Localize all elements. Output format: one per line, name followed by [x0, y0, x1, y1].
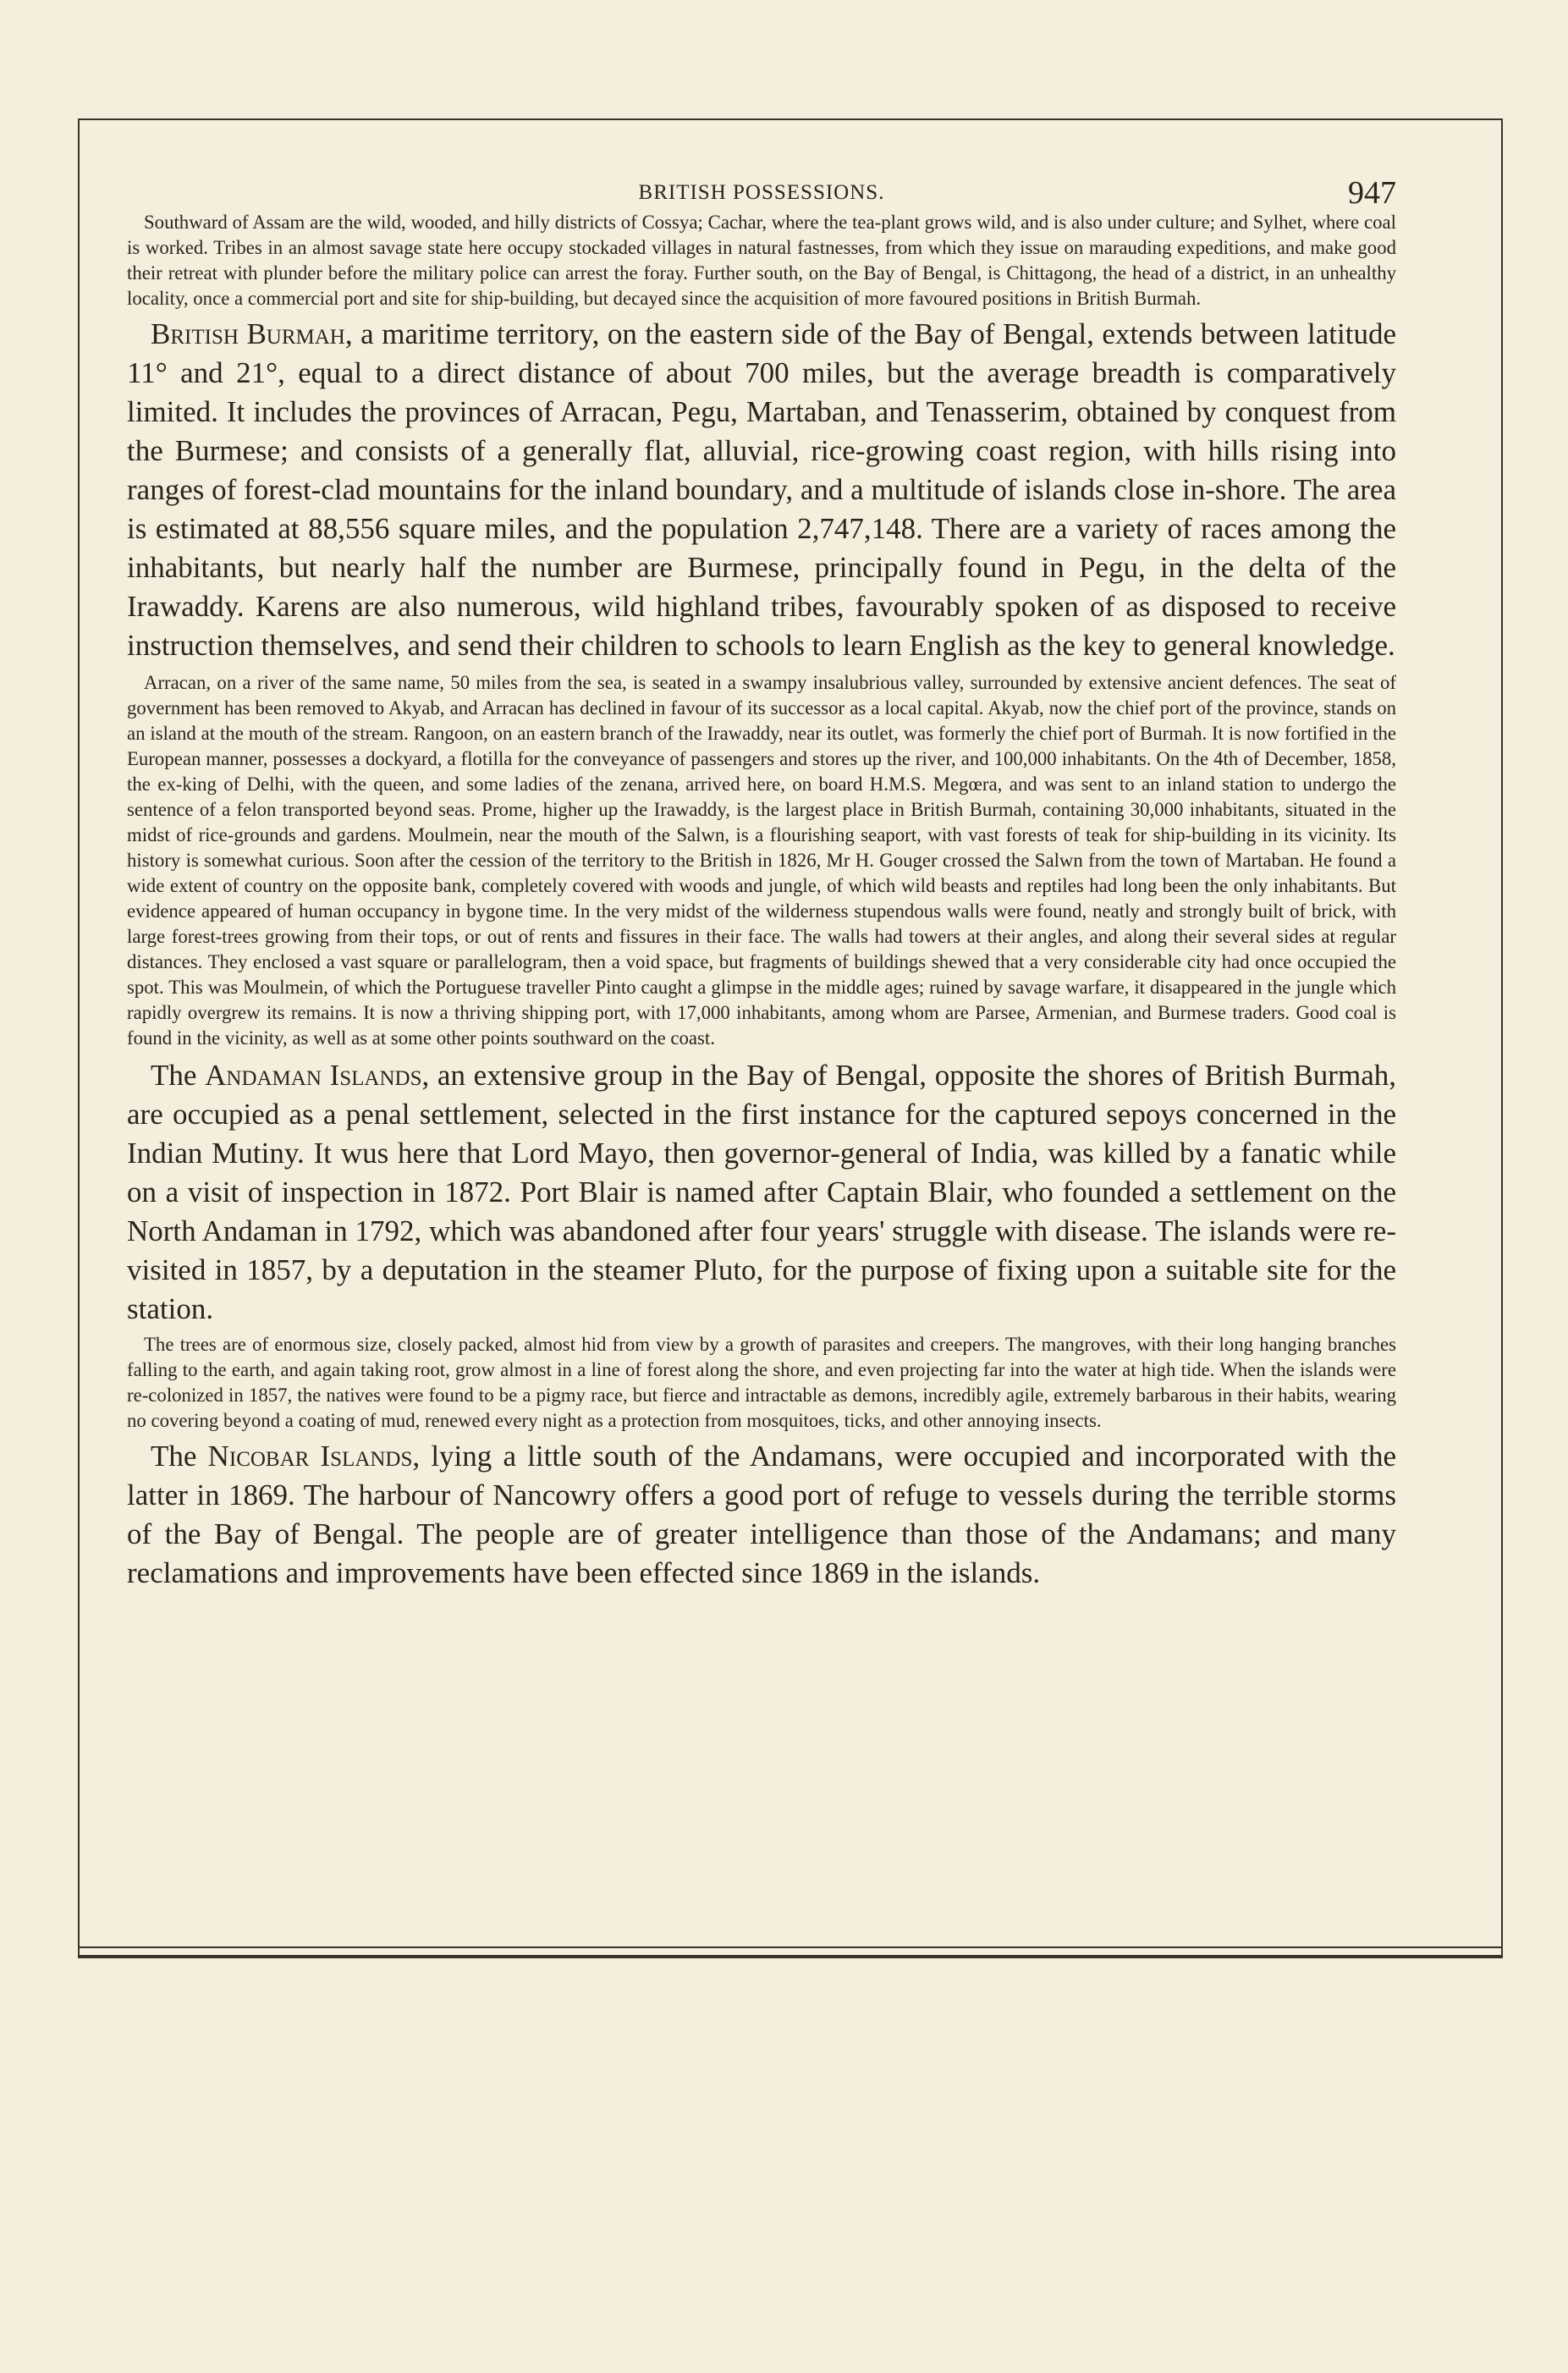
andaman-text: , an extensive group in the Bay of Bengal, opposite the shores of British Burmah, are occupied as a penal settlement, selected in the first instance for the captured sepoys concerned in the Indian Mutiny. It wus here that Lord Mayo, then governor-general of India, was killed by a fanatic while on a visit of inspection in 1872. Port Blair is named after Captain Blair, who founded a settlement on the North Andaman in 1792, which was abandoned after four years' struggle with disease. The islands were re-visited in 1857, by a deputation in the steamer Pluto, for the purpose of fixing upon a suitable site for the station. [127, 1059, 1396, 1325]
andaman-pre: The [151, 1059, 206, 1092]
bottom-rule-thin [78, 1946, 1503, 1948]
paragraph-nicobar [127, 1437, 1396, 1593]
paragraph-andaman [127, 1056, 1396, 1329]
paragraph-british-burmah [127, 315, 1396, 665]
paragraph-arracan: Arracan, on a river of the same name, 50 miles from the sea, is seated in a swampy insalubrious valley, surrounded by extensive ancient defences. The seat of government has been removed to Akyab, and Arracan has declined in favour of its successor as a local capital. Akyab, now the chief port of the province, stands on an island at the mouth of the stream. Rangoon, on an eastern branch of the Irawaddy, near its outlet, was formerly the chief port of Burmah. It is now fortified in the European manner, possesses a dockyard, a flotilla for the conveyance of passengers and stores up the river, and 100,000 inhabitants. On the 4th of December, 1858, the ex-king of Delhi, with the queen, and some ladies of the zenana, arrived here, on board H.M.S. Megœra, and was sent to an inland station to undergo the sentence of a felon transported beyond seas. Prome, higher up the Irawaddy, is the largest place in British Burmah, containing 30,000 inhabitants, situated in the midst of rice-grounds and gardens. Moulmein, near the mouth of the Salwn, is a flourishing seaport, with vast forests of teak for ship-building in its vicinity. Its history is somewhat curious. Soon after the cession of the territory to the British in 1826, Mr H. Gouger crossed the Salwn from the town of Martaban. He found a wide extent of country on the opposite bank, completely covered with woods and jungle, of which wild beasts and reptiles had long been the only inhabitants. But evidence appeared of human occupancy in bygone time. In the very midst of the wilderness stupendous walls were found, neatly and strongly built of brick, with large forest-trees growing from their tops, or out of rents and fissures in their face. The walls had towers at their angles, and along their several sides at regular distances. They enclosed a vast square or parallelogram, then a void space, but fragments of buildings shewed that a very considerable city had once occupied the spot. This was Moulmein, of which the Portuguese traveller Pinto caught a glimpse in the middle ages; ruined by savage warfare, it disappeared in the jungle which rapidly overgrew its remains. It is now a thriving shipping port, with 17,000 inhabitants, among whom are Parsee, Armenian, and Burmese traders. Good coal is found in the vicinity, as well as at some other points southward on the coast. [127, 672, 1396, 1049]
lead-nicobar-islands: Nicobar Islands [207, 1440, 413, 1473]
running-title: BRITISH POSSESSIONS. [638, 181, 885, 204]
nicobar-text: , lying a little south of the Andamans, were occupied and incorporated with the latter in 1869. The harbour of Nancowry offers a good port of refuge to vessels during the terrible storms of the Bay of Bengal. The people are of greater intelligence than those of the Andamans; and many reclamations and improvements have been effected since 1869 in the islands. [127, 1440, 1396, 1589]
lead-british-burmah: British Burmah [151, 317, 345, 350]
page-header [127, 169, 1396, 210]
lead-andaman-islands: Andaman Islands [205, 1059, 422, 1092]
page-content [127, 169, 1396, 1593]
nicobar-pre: The [151, 1440, 208, 1473]
bottom-rule-thick [78, 1955, 1503, 1958]
page-number: 947 [1348, 175, 1396, 211]
british-burmah-text: , a maritime territory, on the eastern side of the Bay of Bengal, extends between latitude 11° and 21°, equal to a direct distance of about 700 miles, but the average breadth is comparatively limited. It includes the provinces of Arracan, Pegu, Martaban, and Tenasserim, obtained by conquest from the Burmese; and consists of a generally flat, alluvial, rice-growing coast region, with hills rising into ranges of forest-clad mountains for the inland boundary, and a multitude of islands close in-shore. The area is estimated at 88,556 square miles, and the population 2,747,148. There are a variety of races among the inhabitants, but nearly half the number are Burmese, principally found in Pegu, in the delta of the Irawaddy. Karens are also numerous, wild highland tribes, favourably spoken of as disposed to receive instruction themselves, and send their children to schools to learn English as the key to general knowledge. [127, 317, 1397, 662]
paragraph-andaman-trees: The trees are of enormous size, closely packed, almost hid from view by a growth of parasites and creepers. The mangroves, with their long hanging branches falling to the earth, and again taking root, grow almost in a line of forest along the shore, and even projecting far into the water at high tide. When the islands were re-colonized in 1857, the natives were found to be a pigmy race, but fierce and intractable as demons, incredibly agile, extremely barbarous in their habits, wearing no covering beyond a coating of mud, renewed every night as a protection from mosquitoes, ticks, and other annoying insects. [127, 1334, 1396, 1431]
paragraph-assam: Southward of Assam are the wild, wooded, and hilly districts of Cossya; Cachar, where the tea-plant grows wild, and is also under culture; and Sylhet, where coal is worked. Tribes in an almost savage state here occupy stockaded villages in natural fastnesses, from which they issue on marauding expeditions, and make good their retreat with plunder before the military police can arrest the foray. Further south, on the Bay of Bengal, is Chittagong, the head of a district, in an unhealthy locality, once a commercial port and site for ship-building, but decayed since the acquisition of more favoured positions in British Burmah. [127, 212, 1396, 309]
